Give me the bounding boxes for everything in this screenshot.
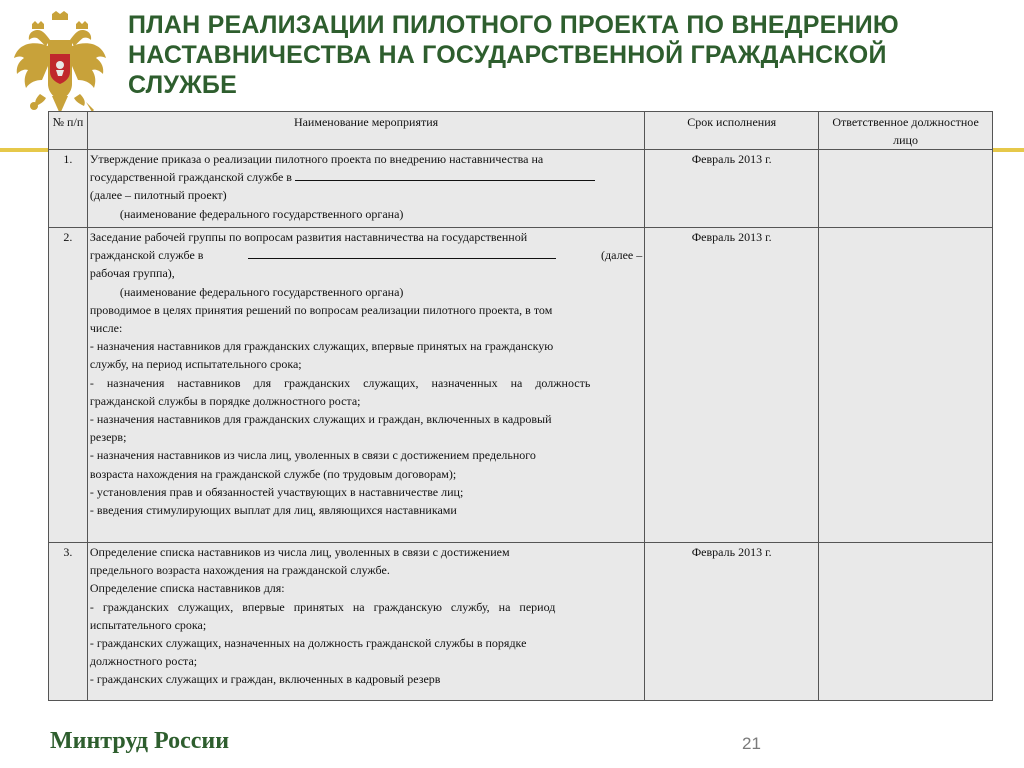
row-line: - введения стимулирующих выплат для лиц, являющихся наставниками xyxy=(89,503,457,518)
table-row xyxy=(49,150,993,228)
row-number: 3. xyxy=(49,543,88,701)
table-header-row xyxy=(49,112,993,150)
row-line: Определение списка наставников из числа лиц, уволенных в связи с достижением xyxy=(89,545,510,559)
row-responsible xyxy=(819,543,993,701)
header-responsible: Ответственное должностное лицо xyxy=(819,112,993,150)
table-row xyxy=(49,543,993,701)
row-line: (далее – пилотный проект) xyxy=(89,188,227,203)
row-description xyxy=(87,228,644,543)
row-line: - назначения наставников для гражданских служащих, назначенных на должность xyxy=(89,375,591,390)
title-line-2: НАСТАВНИЧЕСТВА НА ГОСУДАРСТВЕННОЙ ГРАЖДАНСКОЙ xyxy=(128,41,887,69)
page-number: 21 xyxy=(742,734,761,753)
decorative-divider-right xyxy=(992,148,1024,152)
row-line: гражданской службе в (далее – xyxy=(89,248,643,263)
row-date: Февраль 2013 г. xyxy=(645,543,819,701)
title-line-1: ПЛАН РЕАЛИЗАЦИИ ПИЛОТНОГО ПРОЕКТА ПО ВНЕДРЕНИЮ xyxy=(128,11,899,39)
header-name: Наименование мероприятия xyxy=(87,112,644,150)
row-line: - установления прав и обязанностей участвующих в наставничестве лиц; xyxy=(89,484,464,499)
row-line: числе: xyxy=(89,321,123,336)
row-line: - назначения наставников для гражданских служащих и граждан, включенных в кадровый xyxy=(89,412,552,427)
ministry-name: Минтруд России xyxy=(50,728,230,754)
row-line: рабочая группа), xyxy=(89,266,175,281)
row-line: испытательного срока; xyxy=(89,617,207,632)
table-row xyxy=(49,228,993,543)
decorative-divider-left xyxy=(0,148,50,152)
double-headed-eagle-emblem-icon xyxy=(12,10,108,120)
row-line: государственной гражданской службе в xyxy=(90,168,642,186)
row-line: должностного роста; xyxy=(89,654,198,669)
row-line: предельного возраста нахождения на гражданской службе. xyxy=(89,563,390,578)
plan-table xyxy=(48,111,993,701)
row-line: - гражданских служащих и граждан, включенных в кадровый резерв xyxy=(89,672,441,687)
title-line-3: СЛУЖБЕ xyxy=(128,71,237,99)
row-date: Февраль 2013 г. xyxy=(645,150,819,228)
row-date: Февраль 2013 г. xyxy=(645,228,819,543)
row-responsible xyxy=(819,228,993,543)
row-line: - назначения наставников из числа лиц, уволенных в связи с достижением предельного xyxy=(89,448,536,463)
row-description xyxy=(87,543,644,701)
row-line: - назначения наставников для гражданских служащих, впервые принятых на гражданскую xyxy=(89,339,554,354)
fill-in-blank xyxy=(295,168,595,181)
row-line: Определение списка наставников для: xyxy=(89,581,285,596)
row-number: 1. xyxy=(49,150,88,228)
row-line: - гражданских служащих, назначенных на должность гражданской службы в порядке xyxy=(89,636,527,651)
row-line: Заседание рабочей группы по вопросам развития наставничества на государственной xyxy=(89,230,528,244)
row-number: 2. xyxy=(49,228,88,543)
row-line: гражданской службы в порядке должностного роста; xyxy=(89,393,361,408)
row-line: службу, на период испытательного срока; xyxy=(89,357,302,372)
row-line: (наименование федерального государственного органа) xyxy=(119,284,404,299)
row-line: - гражданских служащих, впервые принятых на гражданскую службу, на период xyxy=(89,599,556,614)
row-description xyxy=(87,150,644,228)
row-line: возраста нахождения на гражданской службе (по трудовым договорам); xyxy=(89,466,457,481)
row-line: проводимое в целях принятия решений по вопросам реализации пилотного проекта, в том xyxy=(89,302,553,317)
fill-in-blank xyxy=(248,246,556,259)
header-date: Срок исполнения xyxy=(645,112,819,150)
row-line: резерв; xyxy=(89,430,127,445)
row-line: (наименование федерального государственного органа) xyxy=(119,206,404,221)
page-title xyxy=(128,10,988,100)
header-num: № п/п xyxy=(49,112,88,150)
row-responsible xyxy=(819,150,993,228)
row-line: Утверждение приказа о реализации пилотного проекта по внедрению наставничества на xyxy=(89,152,544,166)
